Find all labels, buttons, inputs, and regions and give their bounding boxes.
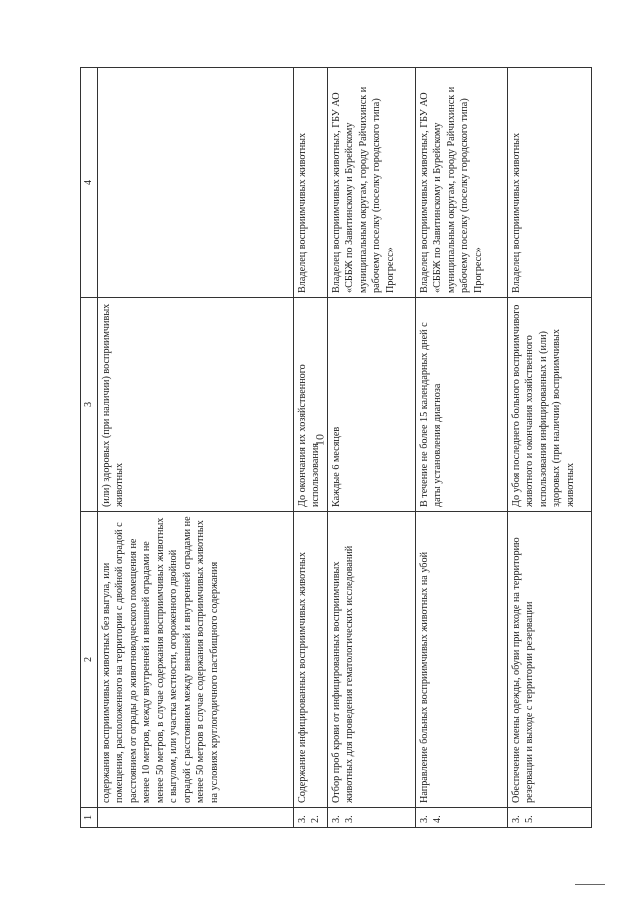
responsible-cell	[98, 68, 294, 298]
responsible-cell: Владелец восприимчивых животных	[508, 68, 592, 298]
table-row	[98, 68, 294, 828]
table-row	[508, 68, 592, 828]
column-header: 2	[81, 512, 98, 808]
measures-table	[80, 67, 592, 828]
row-number	[98, 808, 294, 828]
term-cell: В течение не более 15 календарных дней с даты установления диагноза	[416, 298, 508, 512]
responsible-cell: Владелец восприимчивых животных	[294, 68, 328, 298]
responsible-cell: Владелец восприимчивых животных, ГБУ АО «СББЖ по Завитинскому и Бурейскому муниципальным округам, городу Райчихинск и рабочему поселку (поселку городского типа) Прогресс»	[416, 68, 508, 298]
responsible-cell: Владелец восприимчивых животных, ГБУ АО «СББЖ по Завитинскому и Бурейскому муниципальным округам, городу Райчихинск и рабочему поселку (поселку городского типа) Прогресс»	[328, 68, 416, 298]
term-cell: Каждые 6 месяцев	[328, 298, 416, 512]
measure-cell: Содержание инфицированных восприимчивых животных	[294, 512, 328, 808]
rotated-page-content	[80, 68, 592, 828]
term-cell: До убоя последнего больного восприимчивого животного и окончания хозяйственного использования инфицированных и (или) здоровых (при наличии) восприимчивых животных	[508, 298, 592, 512]
table-row	[328, 68, 416, 828]
page-number: 10	[312, 434, 327, 446]
column-header: 4	[81, 68, 98, 298]
term-cell: (или) здоровых (при наличии) восприимчивых животных	[98, 298, 294, 512]
table-row	[416, 68, 508, 828]
column-header: 3	[81, 298, 98, 512]
row-number: 3.2.	[294, 808, 328, 828]
column-header: 1	[81, 808, 98, 828]
table-row	[294, 68, 328, 828]
scan-edge-mark	[575, 884, 605, 885]
row-number: 3.4.	[416, 808, 508, 828]
measure-cell: Отбор проб крови от инфицированных восприимчивых животных для проведения гематологических исследований	[328, 512, 416, 808]
row-number: 3.5.	[508, 808, 592, 828]
measure-cell: Направление больных восприимчивых животных на убой	[416, 512, 508, 808]
term-cell: До окончания их хозяйственного использования	[294, 298, 328, 512]
row-number: 3.3.	[328, 808, 416, 828]
measure-cell: Обеспечение смены одежды, обуви при входе на территорию резервации и выходе с территории резервации	[508, 512, 592, 808]
measure-cell: содержания восприимчивых животных без выгула, или помещения, расположенного на территории с двойной оградой с расстоянием от ограды до животноводческого помещения не менее 10 метров, между внутренней и внешней оградами не менее 50 метров, в случае содержания восприимчивых животных с выгулом, или участка местности, огороженного двойной оградой с расстоянием между внешней и внутренней оградами не менее 50 метров в случае содержания восприимчивых животных на условиях круглогодичного пастбищного содержания	[98, 512, 294, 808]
column-number-row	[81, 68, 98, 828]
